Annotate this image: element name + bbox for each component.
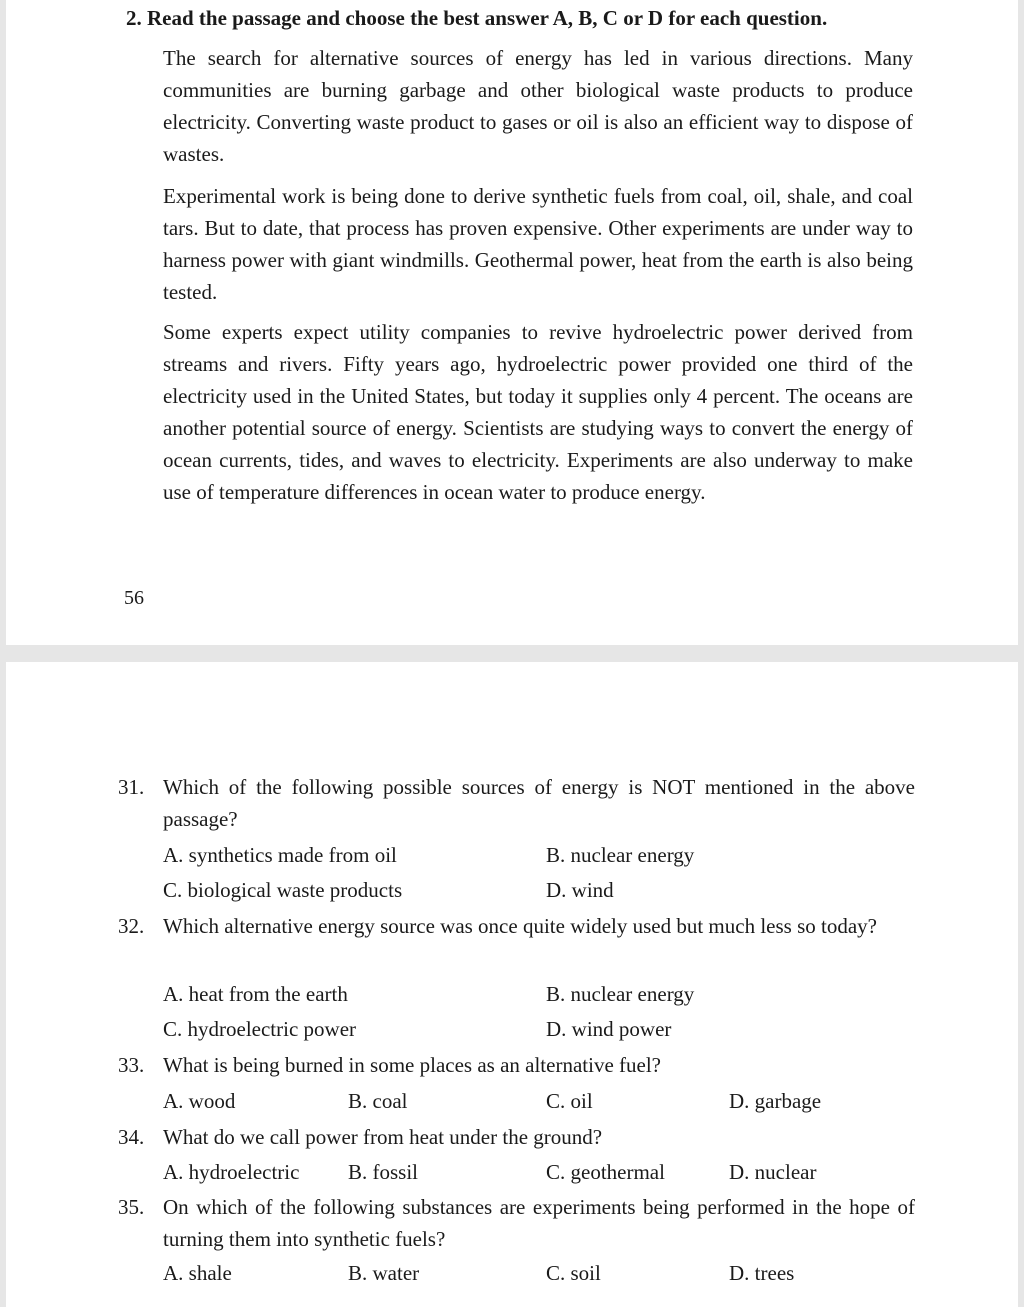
option-a[interactable]: A. synthetics made from oil: [163, 843, 397, 867]
option-a[interactable]: A. shale: [163, 1261, 232, 1285]
option-b[interactable]: B. fossil: [348, 1160, 419, 1184]
question-number: 31.: [118, 775, 145, 799]
question-text: Which alternative energy source was once quite widely used but much less so today?: [163, 914, 877, 938]
option-c[interactable]: C. biological waste products: [163, 878, 403, 902]
passage-paragraph: The search for alternative sources of energy has led in various directions. Many communities are burning garbage and other biological waste products to produce electricity. Converting waste product to gases or oil is also an efficient way to dispose of wastes.: [163, 46, 913, 166]
question-number: 35.: [118, 1195, 145, 1219]
option-a[interactable]: A. wood: [163, 1089, 236, 1113]
question-text: What do we call power from heat under the ground?: [163, 1125, 603, 1149]
option-a[interactable]: A. heat from the earth: [163, 982, 348, 1006]
option-b[interactable]: B. water: [348, 1261, 420, 1285]
option-d[interactable]: D. trees: [729, 1261, 795, 1285]
question-number: 34.: [118, 1125, 145, 1149]
option-d[interactable]: D. wind: [546, 878, 614, 902]
option-d[interactable]: D. nuclear: [729, 1160, 817, 1184]
question-number: 32.: [118, 914, 145, 938]
option-a[interactable]: A. hydroelectric: [163, 1160, 300, 1184]
option-d[interactable]: D. garbage: [729, 1089, 822, 1113]
question-text: Which of the following possible sources of energy is NOT mentioned in the above passage?: [163, 775, 915, 831]
option-d[interactable]: D. wind power: [546, 1017, 672, 1041]
question-number: 33.: [118, 1053, 145, 1077]
passage-paragraph: Experimental work is being done to derive synthetic fuels from coal, oil, shale, and coal tars. But to date, that process has proven expensive. Other experiments are under way to harness power with giant windmills. Geothermal power, heat from the earth is also being tested.: [163, 184, 913, 304]
option-c[interactable]: C. hydroelectric power: [163, 1017, 357, 1041]
passage-paragraph: Some experts expect utility companies to revive hydroelectric power derived from streams and rivers. Fifty years ago, hydroelectric power provided one third of the electricity used in the United States, but today it supplies only 4 percent. The oceans are another potential source of energy. Scientists are studying ways to convert the energy of ocean currents, tides, and waves to electricity. Experiments are also underway to make use of temperature differences in ocean water to produce energy.: [163, 320, 913, 504]
option-c[interactable]: C. soil: [546, 1261, 601, 1285]
question-text: What is being burned in some places as an alternative fuel?: [163, 1053, 661, 1077]
question-text: On which of the following substances are experiments being performed in the hope of turning them into synthetic fuels?: [163, 1195, 915, 1251]
option-c[interactable]: C. oil: [546, 1089, 593, 1113]
questions-page: [6, 662, 1018, 1307]
passage-page: [6, 0, 1018, 645]
option-b[interactable]: B. nuclear energy: [546, 843, 695, 867]
option-b[interactable]: B. coal: [348, 1089, 408, 1113]
option-b[interactable]: B. nuclear energy: [546, 982, 695, 1006]
exercise-heading: 2. Read the passage and choose the best answer A, B, C or D for each question.: [126, 6, 828, 30]
page-number: 56: [124, 587, 144, 609]
option-c[interactable]: C. geothermal: [546, 1160, 665, 1184]
